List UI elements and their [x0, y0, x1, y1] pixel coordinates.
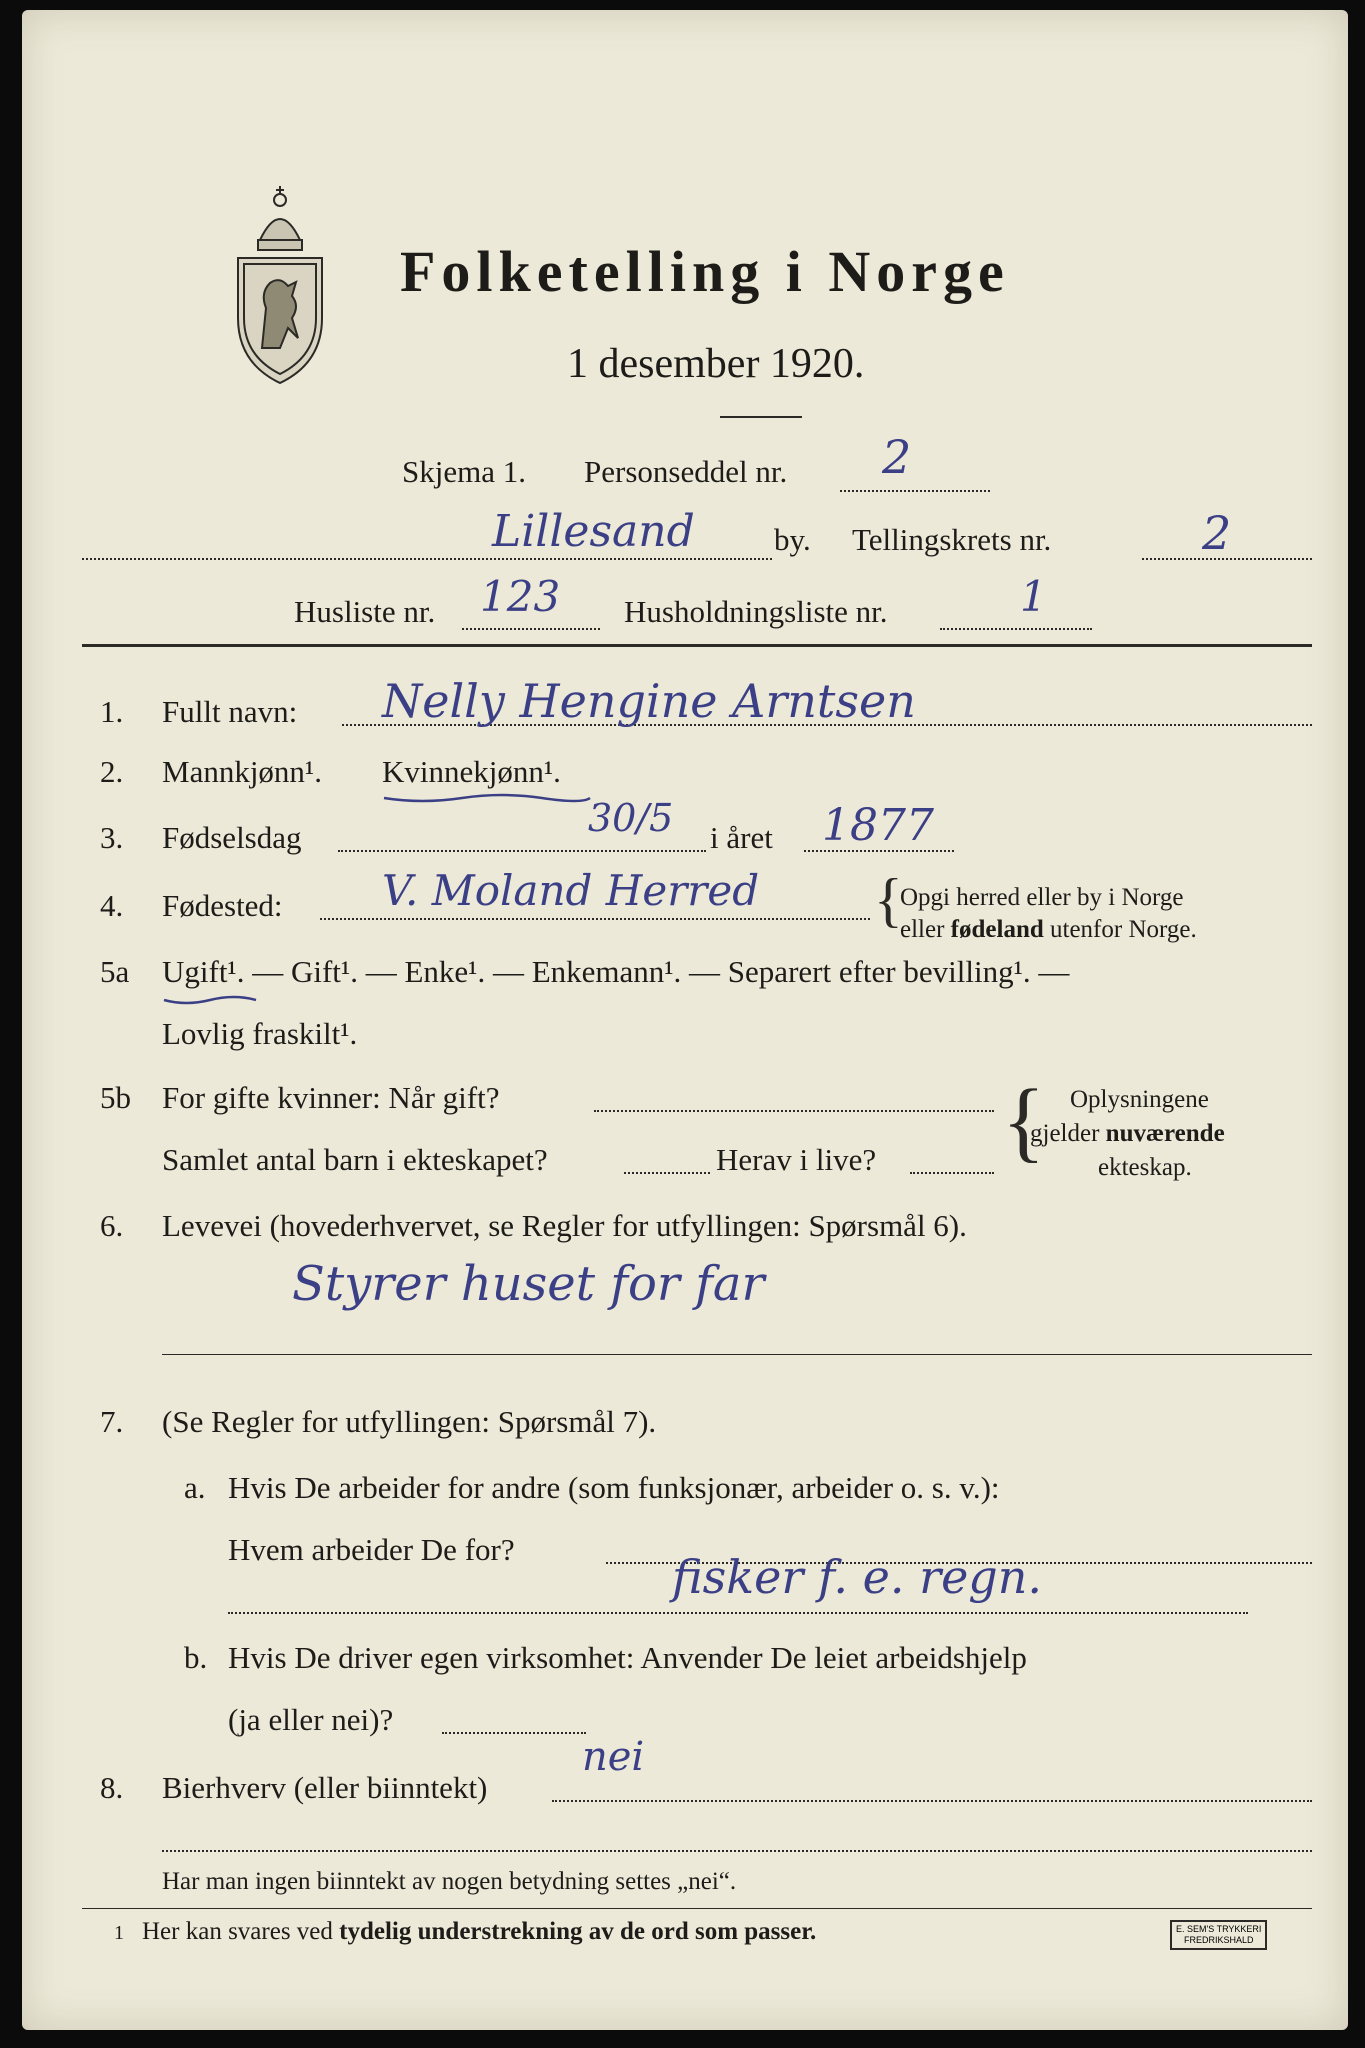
q2-male: Mannkjønn¹. — [162, 754, 322, 789]
q4-brace: { — [874, 867, 903, 933]
q4-label: Fødested: — [162, 888, 283, 923]
husholdning-value: 1 — [1020, 572, 1047, 621]
footnote-text: Her kan svares ved tydelig understrekning av de ord som passer. — [142, 1918, 817, 1945]
personseddel-line — [840, 490, 990, 492]
q5b-barn-label: Samlet antal barn i ekteskapet? — [162, 1142, 548, 1177]
q5b-note3: ekteskap. — [1098, 1154, 1192, 1181]
q3-number: 3. — [100, 820, 124, 855]
q7b-line — [442, 1732, 586, 1734]
q2-number: 2. — [100, 754, 124, 789]
q7-label: (Se Regler for utfyllingen: Spørsmål 7). — [162, 1404, 657, 1439]
q7b-line1: Hvis De driver egen virksomhet: Anvender De leiet arbeidshjelp — [228, 1640, 1027, 1675]
q1-label: Fullt navn: — [162, 694, 298, 729]
husholdning-label: Husholdningsliste nr. — [624, 594, 888, 629]
q3-day-line — [338, 850, 706, 852]
husliste-value: 123 — [480, 572, 561, 621]
q8-number: 8. — [100, 1770, 124, 1805]
q7a-line-b — [228, 1612, 1248, 1614]
q3-year-value: 1877 — [822, 800, 934, 851]
q1-number: 1. — [100, 694, 124, 729]
q5b-brace: { — [1002, 1072, 1046, 1171]
q8-note: Har man ingen biinntekt av nogen betydning settes „nei“. — [162, 1868, 737, 1895]
q7a-line1: Hvis De arbeider for andre (som funksjonær, arbeider o. s. v.): — [228, 1470, 1000, 1505]
by-label: by. — [774, 522, 811, 557]
tellingskrets-value: 2 — [1202, 506, 1232, 560]
q5a-ugift-underline — [162, 994, 258, 1008]
q8-line-a — [552, 1800, 1312, 1802]
q5a-number: 5a — [100, 954, 130, 989]
q5a-line2: Lovlig fraskilt¹. — [162, 1016, 358, 1051]
q5b-number: 5b — [100, 1080, 131, 1115]
q6-number: 6. — [100, 1208, 124, 1243]
q3-day-value: 30/5 — [588, 796, 674, 840]
place-line — [82, 558, 772, 560]
q7a-value: fisker f. e. regn. — [672, 1550, 1042, 1604]
q5b-note1: Oplysningene — [1070, 1086, 1209, 1113]
q7a-letter: a. — [184, 1470, 206, 1505]
personseddel-value: 2 — [882, 430, 912, 484]
q7b-letter: b. — [184, 1640, 208, 1675]
q5b-live-label: Herav i live? — [716, 1142, 877, 1177]
q7b-line2: (ja eller nei)? — [228, 1702, 394, 1737]
q5b-nar-gift-line — [594, 1110, 994, 1112]
q5b-line1: For gifte kvinner: Når gift? — [162, 1080, 500, 1115]
q5b-barn-line — [624, 1172, 710, 1174]
q6-label: Levevei (hovederhvervet, se Regler for utfyllingen: Spørsmål 6). — [162, 1208, 967, 1243]
coat-of-arms-icon — [230, 178, 330, 388]
husliste-line — [462, 628, 600, 630]
q5b-note2: gjelder nuværende — [1030, 1120, 1225, 1147]
q4-line — [320, 918, 870, 920]
q5b-live-line — [910, 1172, 994, 1174]
q5a-line1: Ugift¹. — Gift¹. — Enke¹. — Enkemann¹. — Separert efter bevilling¹. — — [162, 954, 1070, 989]
q3-year-label: i året — [710, 820, 773, 855]
q3-label: Fødselsdag — [162, 820, 302, 855]
census-form — [22, 10, 1348, 2030]
husliste-label: Husliste nr. — [294, 594, 436, 629]
footer-divider — [82, 1908, 1312, 1909]
q4-number: 4. — [100, 888, 124, 923]
skjema-label: Skjema 1. — [402, 454, 526, 489]
q7a-line2: Hvem arbeider De for? — [228, 1532, 515, 1567]
q7-number: 7. — [100, 1404, 124, 1439]
q8-line-b — [162, 1850, 1312, 1852]
tellingskrets-label: Tellingskrets nr. — [852, 522, 1052, 557]
q6-value: Styrer huset for far — [292, 1256, 765, 1312]
husholdning-line — [940, 628, 1092, 630]
q8-value: nei — [582, 1734, 645, 1780]
place-value: Lillesand — [492, 506, 695, 557]
form-title: Folketelling i Norge — [400, 239, 1010, 304]
q2-female: Kvinnekjønn¹. — [382, 754, 561, 789]
q6-line — [162, 1354, 1312, 1355]
title-divider — [720, 416, 802, 418]
q4-note-line1: Opgi herred eller by i Norge — [900, 884, 1184, 911]
personseddel-label: Personseddel nr. — [584, 454, 788, 489]
q8-label: Bierhverv (eller biinntekt) — [162, 1770, 488, 1805]
footnote-mark: 1 — [114, 1922, 124, 1944]
q4-value: V. Moland Herred — [382, 866, 760, 915]
q4-note-line2: eller fødeland utenfor Norge. — [900, 916, 1197, 943]
census-date: 1 desember 1920. — [567, 341, 865, 387]
printer-stamp: E. SEM'S TRYKKERI FREDRIKSHALD — [1170, 1920, 1267, 1950]
q1-value: Nelly Hengine Arntsen — [382, 674, 916, 728]
q2-female-underline — [382, 792, 592, 806]
header-divider — [82, 644, 1312, 647]
